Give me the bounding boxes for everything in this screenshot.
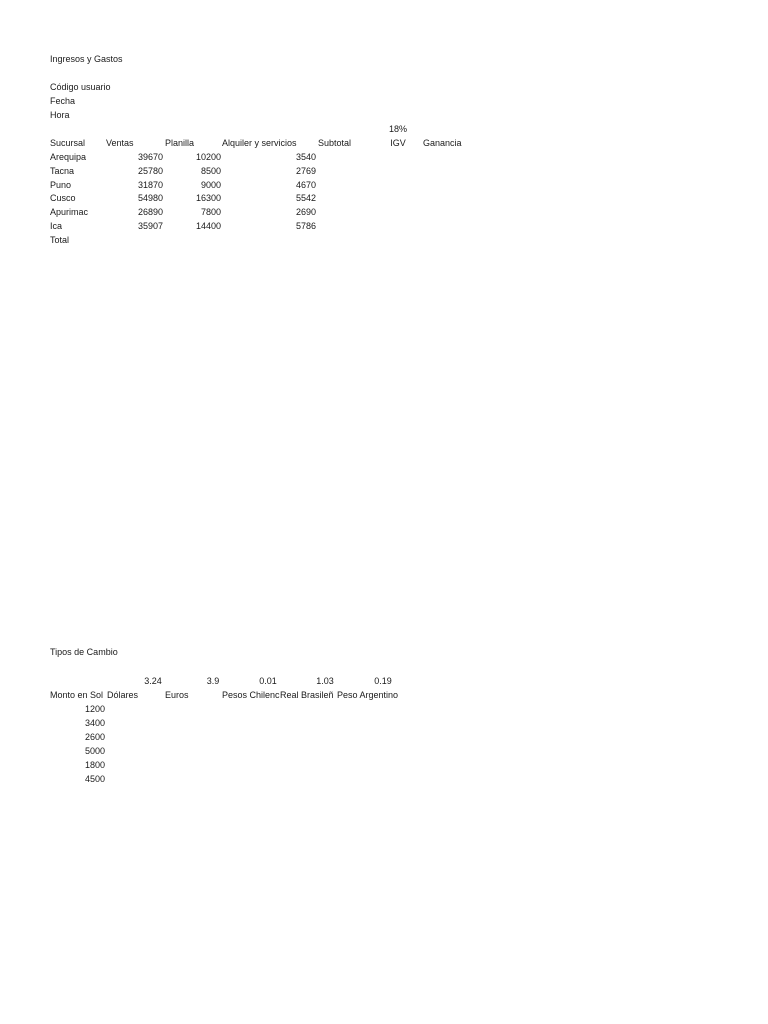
amount-cell: 1800 <box>84 760 105 770</box>
amount-cell: 1200 <box>84 704 105 714</box>
header-planilla: Planilla <box>165 138 195 148</box>
amount-cell: 3400 <box>84 718 105 728</box>
rate-euros: 3.9 <box>206 676 220 686</box>
header-peso-argentino: Peso Argentino <box>337 690 399 700</box>
amount-cell: 4500 <box>84 774 105 784</box>
exchange-title: Tipos de Cambio <box>50 647 118 657</box>
cell-alquiler: 5786 <box>295 221 316 231</box>
cell-ventas: 35907 <box>137 221 163 231</box>
rate-real-brasileno: 1.03 <box>316 676 334 686</box>
header-sucursal: Sucursal <box>50 138 86 148</box>
cell-sucursal: Puno <box>50 180 72 190</box>
cell-ventas: 31870 <box>137 180 163 190</box>
cell-planilla: 8500 <box>200 166 221 176</box>
header-ventas: Ventas <box>106 138 134 148</box>
info-label-date: Fecha <box>50 96 76 106</box>
header-dolares: Dólares <box>107 690 139 700</box>
cell-planilla: 10200 <box>195 152 221 162</box>
rate-peso-argentino: 0.19 <box>374 676 392 686</box>
cell-ventas: 25780 <box>137 166 163 176</box>
cell-alquiler: 2690 <box>295 207 316 217</box>
cell-sucursal: Arequipa <box>50 152 87 162</box>
cell-sucursal: Cusco <box>50 193 76 203</box>
info-label-user-code: Código usuario <box>50 82 111 92</box>
rate-dolares: 3.24 <box>144 676 162 686</box>
cell-alquiler: 2769 <box>295 166 316 176</box>
amount-cell: 5000 <box>84 746 105 756</box>
cell-planilla: 14400 <box>195 221 221 231</box>
rate-pesos-chilenos: 0.01 <box>259 676 277 686</box>
header-alquiler: Alquiler y servicios <box>222 138 297 148</box>
cell-alquiler: 4670 <box>295 180 316 190</box>
cell-sucursal: Apurimac <box>50 207 89 217</box>
cell-sucursal: Tacna <box>50 166 75 176</box>
total-label: Total <box>50 235 70 245</box>
header-euros: Euros <box>165 690 189 700</box>
cell-ventas: 39670 <box>137 152 163 162</box>
cell-ventas: 26890 <box>137 207 163 217</box>
header-ganancia: Ganancia <box>423 138 462 148</box>
cell-planilla: 7800 <box>200 207 221 217</box>
cell-sucursal: Ica <box>50 221 63 231</box>
header-subtotal: Subtotal <box>318 138 352 148</box>
header-igv: IGV <box>390 138 406 148</box>
igv-rate: 18% <box>388 124 407 134</box>
info-label-time: Hora <box>50 110 70 120</box>
cell-ventas: 54980 <box>137 193 163 203</box>
header-pesos-chilenos: Pesos Chilenc <box>222 690 280 700</box>
header-real-brasileno: Real Brasileñ <box>280 690 334 700</box>
amount-cell: 2600 <box>84 732 105 742</box>
cell-alquiler: 3540 <box>295 152 316 162</box>
cell-alquiler: 5542 <box>295 193 316 203</box>
cell-planilla: 9000 <box>200 180 221 190</box>
header-monto-soles: Monto en Sol <box>50 690 104 700</box>
sheet-title: Ingresos y Gastos <box>50 54 123 64</box>
cell-planilla: 16300 <box>195 193 221 203</box>
